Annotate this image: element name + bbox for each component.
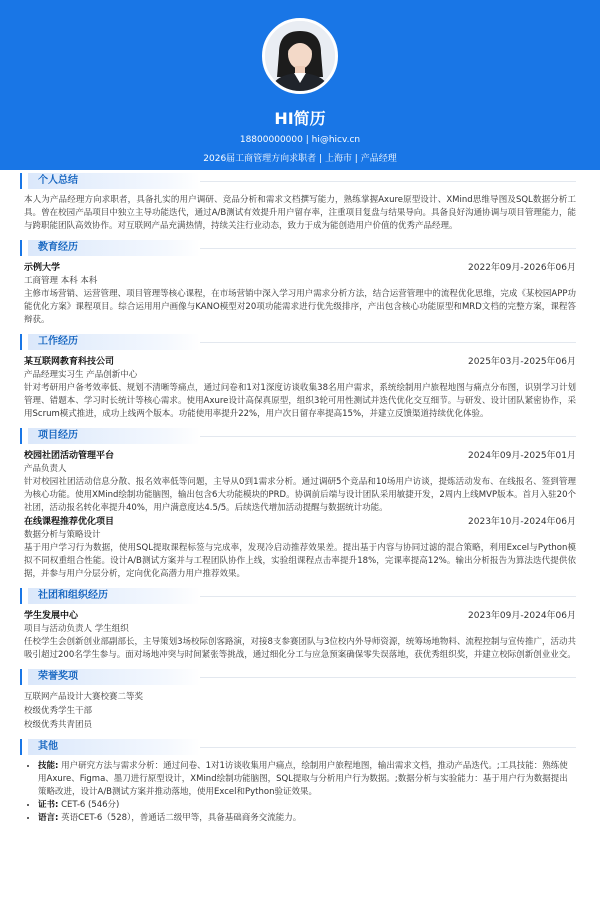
- summary-text: 本人为产品经理方向求职者，具备扎实的用户调研、竞品分析和需求文档撰写能力，熟练掌握Axure原型设计、XMind思维导图及SQL数据分析工具。曾在校园产品项目中独立主导功能迭代，通过A/B测试有效提升用户留存率，注重项目复盘与结果导向。具备良好沟通协调与项目管理能力，能与跨职能团队高效协作。对互联网产品充满热情，持续关注行业动态，致力于成为能创造用户价值的优秀产品经理。: [24, 195, 576, 231]
- education-date: 2022年09月-2026年06月: [468, 263, 576, 273]
- email-address: hi@hicv.cn: [311, 135, 361, 145]
- job-target: 2026届工商管理方向求职者 | 上海市 | 产品经理: [203, 154, 397, 164]
- divider: [200, 596, 576, 597]
- section-marker: [20, 334, 22, 350]
- award-item: 校级优秀共青团员: [24, 720, 93, 730]
- project-role: 数据分析与策略设计: [24, 530, 101, 540]
- campus-date: 2023年09月-2024年06月: [468, 611, 576, 621]
- section-work: [0, 331, 600, 353]
- campus-row: [0, 609, 600, 623]
- section-campus: [0, 585, 600, 607]
- divider: [200, 181, 576, 182]
- section-marker: [20, 240, 22, 256]
- item-text: 英语CET-6（528），普通话二级甲等，具备基础商务交流能力。: [61, 813, 302, 823]
- item-label: 技能:: [38, 761, 59, 771]
- list-item: [38, 760, 576, 799]
- section-others: [0, 736, 600, 758]
- education-major: 工商管理 本科 本科: [24, 276, 98, 286]
- project-text: 基于用户学习行为数据，使用SQL提取课程标签与完成率，发现冷启动推荐效果差。提出基于内容与协同过滤的混合策略，利用Excel与Python模拟不同权重组合性能。设计A/B测试方案并与工程团队协作上线，实验组课程点击率提升18%，完课率提高12%。输出分析报告为算法迭代提供依据，并参与用户分层分析，定向优化高潜力用户推荐效果。: [24, 543, 576, 579]
- project-role: 产品负责人: [24, 464, 67, 474]
- section-marker: [20, 428, 22, 444]
- section-title: 教育经历: [38, 242, 78, 253]
- section-marker: [20, 588, 22, 604]
- avatar: [262, 18, 338, 94]
- award-item: 互联网产品设计大赛校赛二等奖: [24, 692, 144, 702]
- work-role: 产品经理实习生 产品创新中心: [24, 370, 138, 380]
- section-title: 工作经历: [38, 336, 78, 347]
- work-row: [0, 355, 600, 369]
- project-text: 针对校园社团活动信息分散、报名效率低等问题，主导从0到1需求分析。通过调研5个竞品和10场用户访谈，提炼活动发布、在线报名、签到管理为核心功能。使用XMind绘制功能脑图，输出包含6大功能模块的PRD。协调前后端与设计团队采用敏捷开发，2周内上线MVP版本。首月入驻20个社团，活动报名转化率提升40%，用户满意度达4.5/5。后续迭代增加活动提醒与数据统计功能。: [24, 477, 576, 513]
- organization-name: 学生发展中心: [24, 611, 79, 621]
- divider: [200, 677, 576, 678]
- work-text: 针对考研用户备考效率低、规划不清晰等痛点，通过问卷和1对1深度访谈收集38名用户需求，系统绘制用户旅程地图与痛点分布图，识别学习计划管理、错题本、学习时长统计等核心需求。使用Axure设计高保真原型，组织3轮可用性测试并迭代优化交互细节。与研发、设计团队紧密协作，采用Scrum模式推进，成功上线两个版本。功能使用率提升22%，用户次日留存率提高15%，并建立反馈渠道持续优化体验。: [24, 383, 576, 419]
- campus-role: 项目与活动负责人 学生组织: [24, 624, 129, 634]
- project-row: [0, 515, 600, 529]
- phone-number: 18800000000: [239, 135, 303, 145]
- school-name: 示例大学: [24, 263, 61, 273]
- divider: [200, 248, 576, 249]
- section-education: [0, 237, 600, 259]
- section-marker: [20, 173, 22, 189]
- section-title: 社团和组织经历: [38, 590, 108, 601]
- item-label: 证书:: [38, 800, 59, 810]
- profile-photo-icon: [265, 21, 335, 91]
- section-awards: [0, 666, 600, 688]
- item-text: 用户研究方法与需求分析：通过问卷、1对1访谈收集用户痛点，绘制用户旅程地图，输出需求文档，推动产品迭代。;工具技能：熟练使用Axure、Figma、墨刀进行原型设计，XMind绘制功能脑图，SQL提取与分析用户行为数据。;数据分析与实验能力：基于用户行为数据提出策略改进，设计A/B测试方案并推动落地，使用Excel和Python验证效果。: [38, 761, 568, 797]
- education-text: 主修市场营销、运营管理、项目管理等核心课程，在市场营销中深入学习用户需求分析方法，结合运营管理中的流程优化思维，完成《某校园APP功能优化方案》课程项目。综合运用用户画像与KANO模型对20项功能需求进行优先级排序，产出包含核心功能原型和MRD文档的完整方案，课程答辩获。: [24, 289, 576, 325]
- contact-line: [0, 135, 600, 145]
- section-title: 个人总结: [38, 175, 78, 186]
- divider: [200, 342, 576, 343]
- section-summary: [0, 170, 600, 192]
- others-list: [0, 760, 600, 825]
- company-name: 某互联网教育科技公司: [24, 357, 115, 367]
- work-date: 2025年03月-2025年06月: [468, 357, 576, 367]
- project-date: 2023年10月-2024年06月: [468, 517, 576, 527]
- project-name: 在线课程推荐优化项目: [24, 517, 115, 527]
- item-text: CET-6 (546分): [61, 800, 120, 810]
- section-title: 其他: [38, 741, 58, 752]
- project-row: [0, 449, 600, 463]
- resume-body: [0, 170, 600, 825]
- list-item: [38, 799, 576, 812]
- campus-text: 任校学生会创新创业部副部长，主导策划3场校际创客路演，对接8支参赛团队与3位校内外导师资源，统筹场地物料、流程控制与宣传推广，活动共吸引超过200名学生参与。面对场地冲突与时间紧张等挑战，通过细化分工与应急预案确保零失误落地，获优秀组织奖，并建立校际创新创业业交。: [24, 637, 576, 660]
- project-name: 校园社团活动管理平台: [24, 451, 115, 461]
- item-label: 语言:: [38, 813, 59, 823]
- section-marker: [20, 669, 22, 685]
- education-row: [0, 261, 600, 275]
- contact-separator: |: [302, 135, 312, 145]
- section-title: 项目经历: [38, 430, 78, 441]
- award-item: 校级优秀学生干部: [24, 706, 93, 716]
- divider: [200, 747, 576, 748]
- list-item: [38, 812, 576, 825]
- section-marker: [20, 739, 22, 755]
- candidate-name: HI简历: [274, 109, 326, 128]
- resume-header: [0, 0, 600, 170]
- section-projects: [0, 425, 600, 447]
- section-title: 荣誉奖项: [38, 671, 78, 682]
- divider: [200, 436, 576, 437]
- project-date: 2024年09月-2025年01月: [468, 451, 576, 461]
